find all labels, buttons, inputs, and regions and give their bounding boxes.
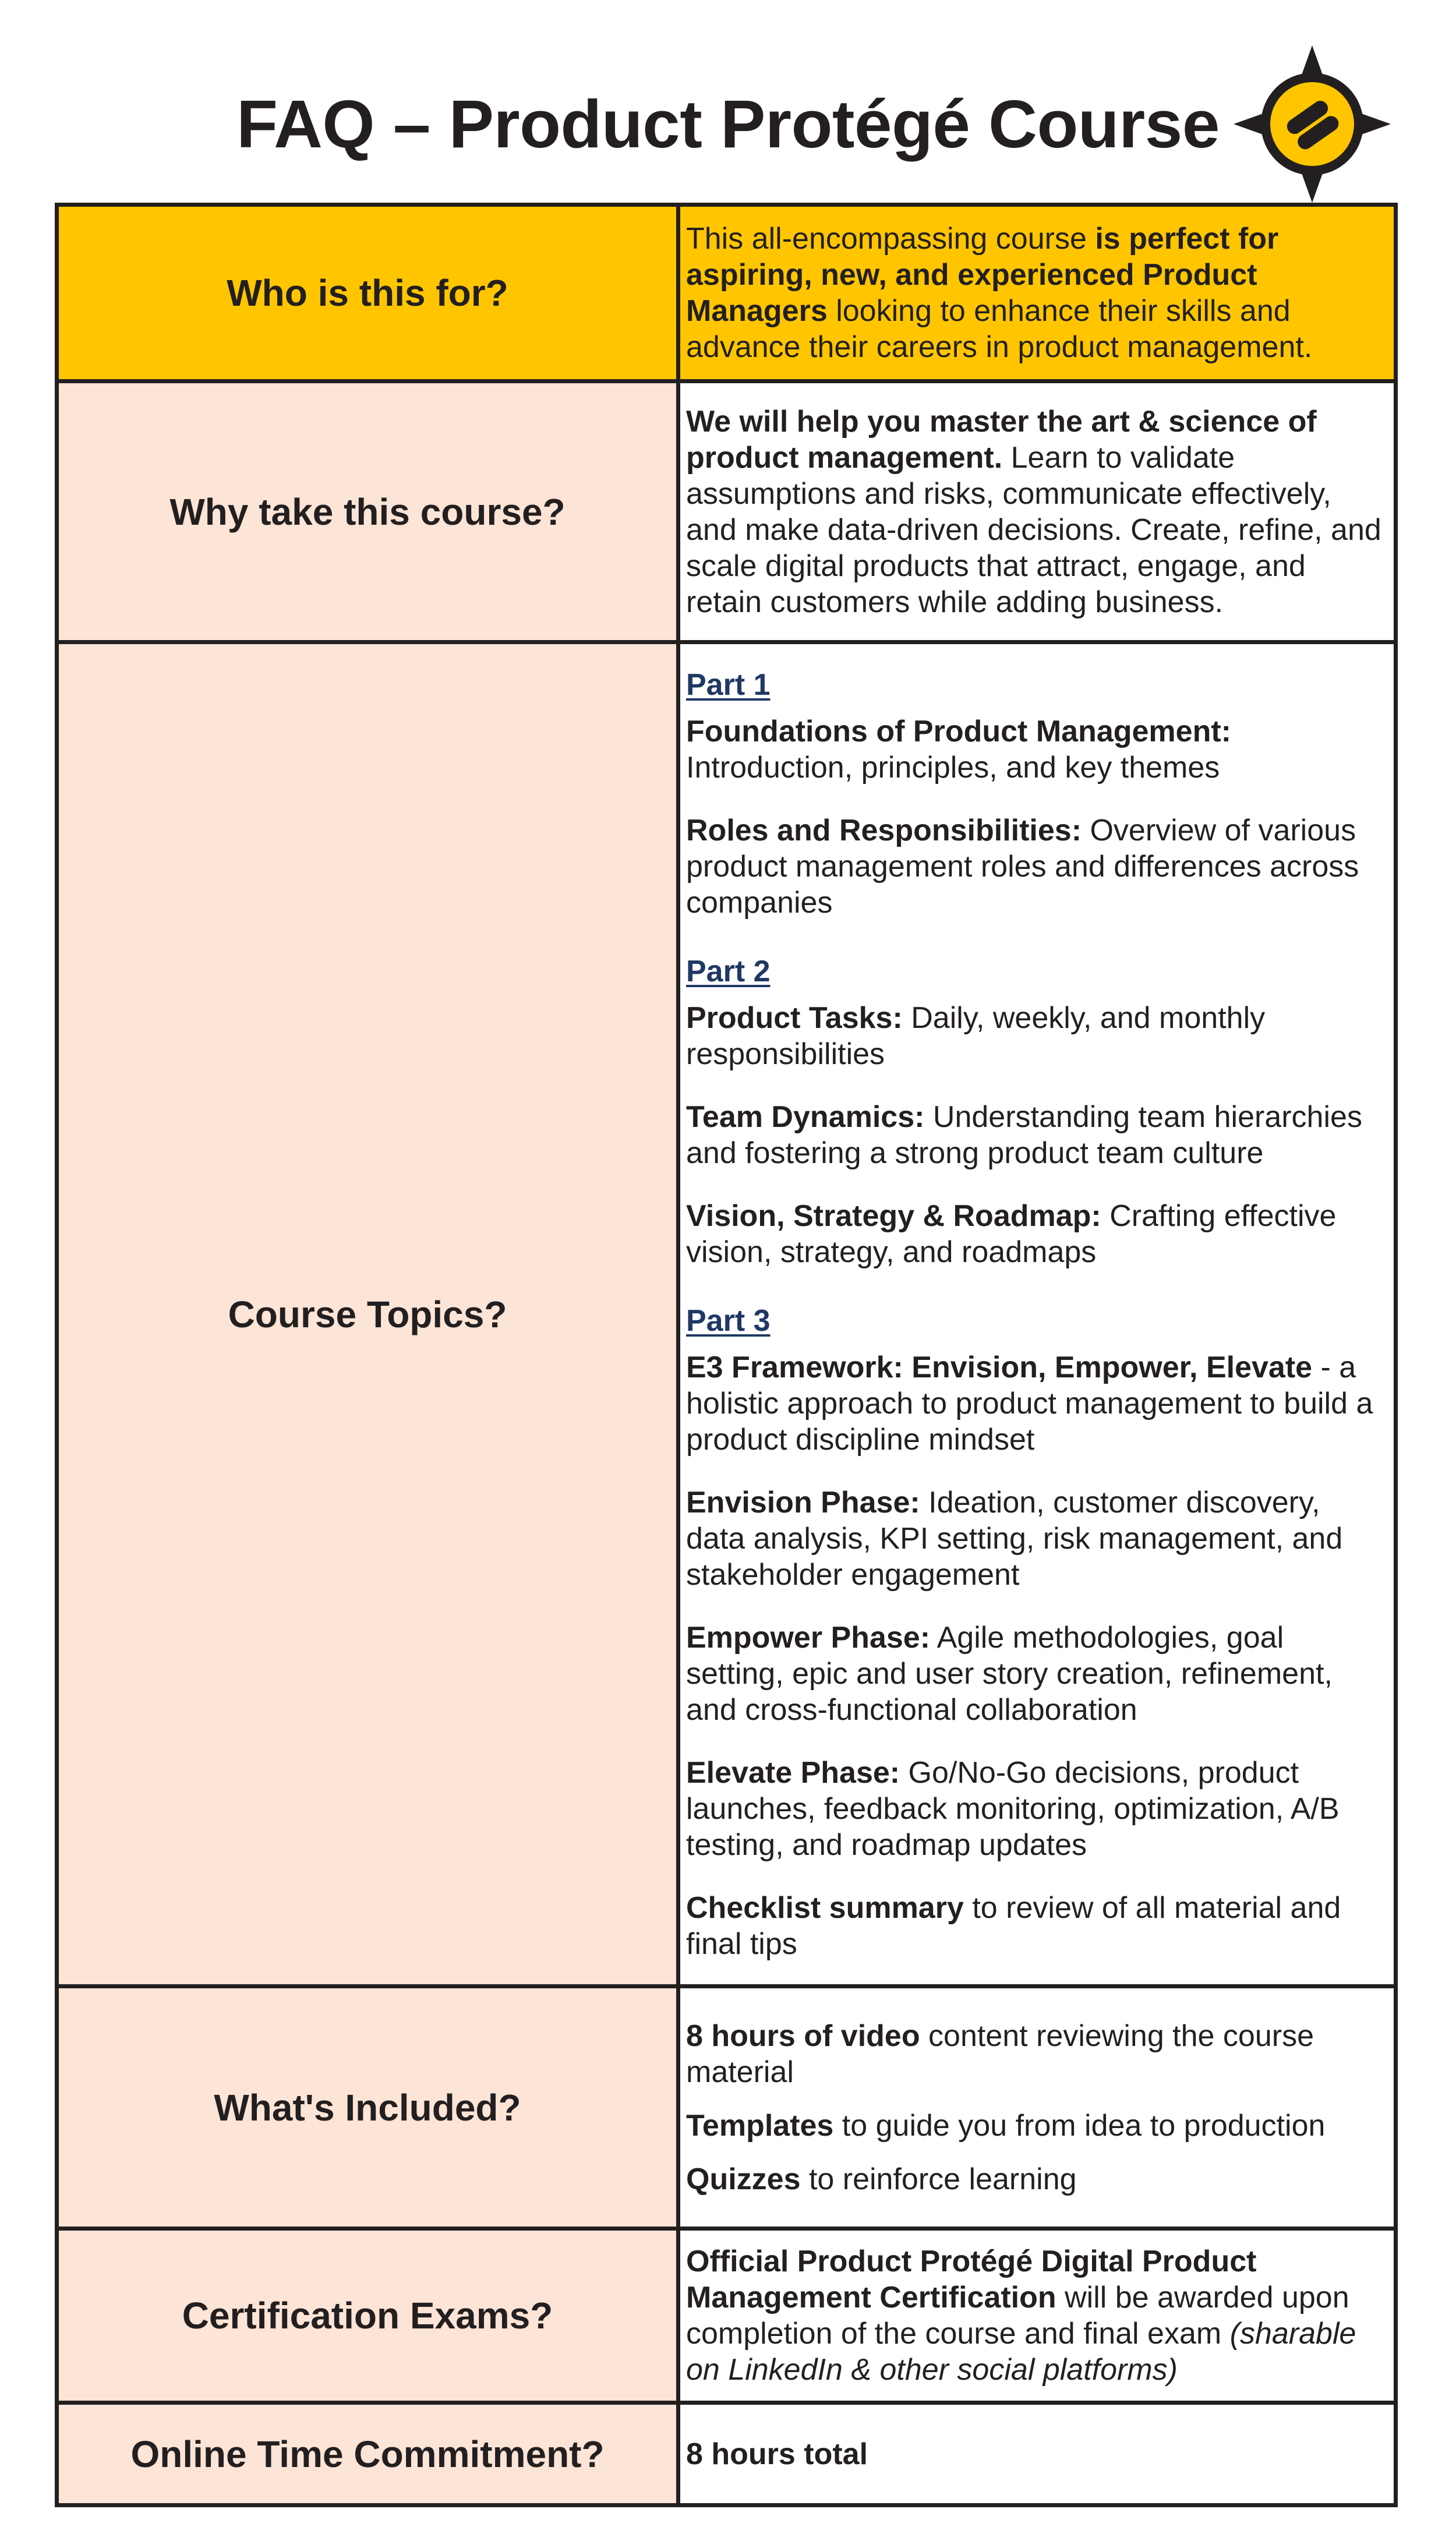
topic-text: Daily, weekly, and monthly responsibilities bbox=[686, 1001, 1266, 1071]
included-title: 8 hours of video bbox=[686, 2019, 920, 2053]
topic-item bbox=[686, 1198, 1386, 1270]
topic-text: - a holistic approach to product management to build a product discipline mindset bbox=[686, 1350, 1373, 1457]
topic-item bbox=[686, 1099, 1386, 1171]
answer-plain: will be awarded upon completion of the course and final exam bbox=[686, 2281, 1349, 2351]
included-title: Templates bbox=[686, 2108, 834, 2143]
question-label: Certification Exams? bbox=[182, 2295, 553, 2337]
topic-text: Go/No-Go decisions, product launches, feedback monitoring, optimization, A/B testing, and roadmap updates bbox=[686, 1755, 1340, 1862]
topic-title: Envision Phase: bbox=[686, 1485, 920, 1519]
answer-cell bbox=[678, 2229, 1396, 2403]
answer-text bbox=[686, 404, 1386, 620]
faq-row-time bbox=[57, 2403, 1396, 2505]
answer-cell bbox=[678, 2403, 1396, 2505]
question-label: Course Topics? bbox=[228, 1293, 507, 1335]
question-label: What's Included? bbox=[214, 2086, 521, 2129]
answer-text bbox=[686, 221, 1386, 365]
answer-bold: 8 hours total bbox=[686, 2437, 868, 2471]
question-label: Who is this for? bbox=[227, 272, 508, 314]
answer-plain: This all-encompassing course bbox=[686, 222, 1095, 256]
answer-cell bbox=[678, 381, 1396, 642]
faq-row-why bbox=[57, 381, 1396, 642]
part-3-link[interactable]: Part 3 bbox=[686, 1303, 771, 1338]
answer-plain: looking to enhance their skills and advance their careers in product management. bbox=[686, 294, 1313, 364]
page-title: FAQ – Product Protégé Course bbox=[236, 86, 1220, 162]
faq-row-who bbox=[57, 205, 1396, 381]
answer-text bbox=[686, 2436, 1386, 2472]
faq-row-included bbox=[57, 1987, 1396, 2229]
topic-text: Crafting effective vision, strategy, and roadmaps bbox=[686, 1199, 1337, 1269]
question-label: Online Time Commitment? bbox=[130, 2433, 605, 2475]
answer-italic: (sharable on LinkedIn & other social platforms) bbox=[686, 2317, 1356, 2387]
topic-item bbox=[686, 1349, 1386, 1458]
included-text: to guide you from idea to production bbox=[833, 2108, 1326, 2143]
topic-item bbox=[686, 812, 1386, 921]
answer-cell bbox=[678, 1987, 1396, 2229]
question-cell bbox=[57, 2403, 678, 2505]
included-text: to reinforce learning bbox=[800, 2162, 1077, 2196]
topic-title: Team Dynamics: bbox=[686, 1100, 925, 1134]
question-cell bbox=[57, 381, 678, 642]
topic-text: Overview of various product management roles and differences across companies bbox=[686, 813, 1359, 920]
part-2-link[interactable]: Part 2 bbox=[686, 954, 771, 988]
topic-item bbox=[686, 1000, 1386, 1072]
topic-title: Foundations of Product Management: bbox=[686, 714, 1231, 748]
topic-item bbox=[686, 1890, 1386, 1962]
question-cell bbox=[57, 642, 678, 1987]
topic-title: Elevate Phase: bbox=[686, 1755, 900, 1790]
answer-text bbox=[686, 2243, 1386, 2388]
question-cell bbox=[57, 205, 678, 381]
answer-bold: We will help you master the art & science of product management. bbox=[686, 404, 1317, 475]
answer-plain: Learn to validate assumptions and risks, communicate effectively, and make data-driven decisions. Create, refine, and scale digital products that attract, engage, and retain customers while adding business. bbox=[686, 440, 1381, 619]
answer-cell bbox=[678, 642, 1396, 1987]
answer-cell bbox=[678, 205, 1396, 381]
question-label: Why take this course? bbox=[169, 490, 566, 533]
topic-title: Vision, Strategy & Roadmap: bbox=[686, 1199, 1101, 1233]
topic-item bbox=[686, 1620, 1386, 1728]
question-cell bbox=[57, 1987, 678, 2229]
topic-text: Understanding team hierarchies and fostering a strong product team culture bbox=[686, 1100, 1362, 1170]
topic-item bbox=[686, 1485, 1386, 1593]
included-item bbox=[686, 2108, 1386, 2144]
topic-title: Checklist summary bbox=[686, 1890, 964, 1925]
faq-row-topics bbox=[57, 642, 1396, 1987]
topic-text: Agile methodologies, goal setting, epic and user story creation, refinement, and cross-functional collaboration bbox=[686, 1620, 1333, 1727]
compass-logo-icon bbox=[1234, 45, 1391, 203]
included-text: content reviewing the course material bbox=[686, 2019, 1314, 2089]
faq-row-certification bbox=[57, 2229, 1396, 2403]
topic-title: Empower Phase: bbox=[686, 1620, 931, 1655]
topic-title: E3 Framework: Envision, Empower, Elevate bbox=[686, 1350, 1313, 1384]
topic-text: Ideation, customer discovery, data analysis, KPI setting, risk management, and stakeholder engagement bbox=[686, 1485, 1343, 1592]
topic-text: to review of all material and final tips bbox=[686, 1890, 1341, 1961]
answer-bold: Official Product Protégé Digital Product Management Certification bbox=[686, 2245, 1257, 2314]
included-title: Quizzes bbox=[686, 2162, 801, 2196]
topic-text: Introduction, principles, and key themes bbox=[686, 750, 1220, 784]
included-item bbox=[686, 2018, 1386, 2090]
topic-title: Roles and Responsibilities: bbox=[686, 813, 1082, 847]
question-cell bbox=[57, 2229, 678, 2403]
topic-item bbox=[686, 713, 1386, 786]
topic-item bbox=[686, 1755, 1386, 1863]
included-item bbox=[686, 2161, 1386, 2197]
faq-table bbox=[55, 203, 1398, 2507]
topic-title: Product Tasks: bbox=[686, 1001, 903, 1035]
answer-bold: is perfect for aspiring, new, and experienced Product Managers bbox=[686, 222, 1279, 328]
part-1-link[interactable]: Part 1 bbox=[686, 667, 771, 702]
